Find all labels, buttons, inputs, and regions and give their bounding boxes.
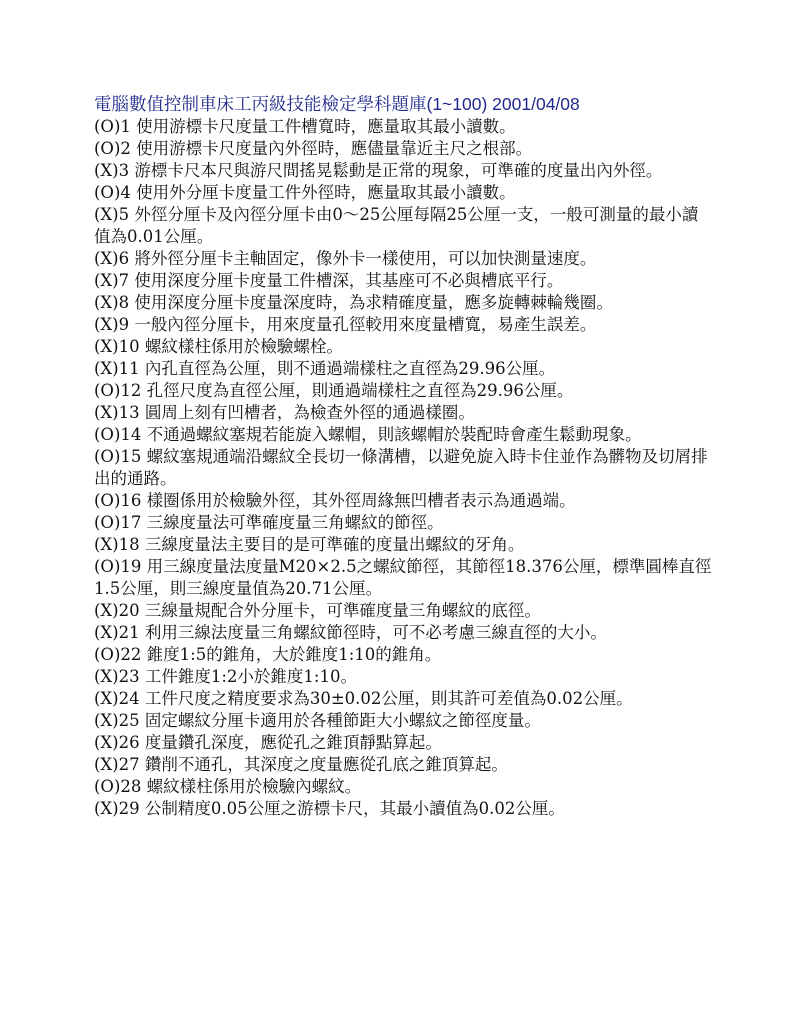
- question-item: (O)12 孔徑尺度為直徑公厘，則通過端樣柱之直徑為29.96公厘。: [94, 381, 574, 400]
- question-item: (X)27 鑽削不通孔，其深度之度量應從孔底之錐頂算起。: [94, 755, 508, 774]
- question-item: (X)6 將外徑分厘卡主軸固定，像外卡一樣使用，可以加快測量速度。: [94, 249, 597, 268]
- question-item: (O)16 樣圈係用於檢驗外徑，其外徑周緣無凹槽者表示為通過端。: [94, 491, 576, 510]
- question-list: [94, 116, 714, 820]
- question-item: (X)20 三線量規配合外分厘卡，可準確度量三角螺紋的底徑。: [94, 601, 541, 620]
- question-item: (O)14 不通過螺紋塞規若能旋入螺帽，則該螺帽於裝配時會產生鬆動現象。: [94, 425, 642, 444]
- question-item: (X)29 公制精度0.05公厘之游標卡尺，其最小讀值為0.02公厘。: [94, 799, 565, 818]
- question-item: (X)26 度量鑽孔深度，應從孔之錐頂靜點算起。: [94, 733, 442, 752]
- question-item: (X)5 外徑分厘卡及內徑分厘卡由0～25公厘每隔25公厘一支，一般可測量的最小讀值為0.01公厘。: [94, 205, 699, 246]
- question-item: (X)3 游標卡尺本尺與游尺間搖晃鬆動是正常的現象，可準確的度量出內外徑。: [94, 161, 663, 180]
- question-item: (X)18 三線度量法主要目的是可準確的度量出螺紋的牙角。: [94, 535, 525, 554]
- question-item: (O)17 三線度量法可準確度量三角螺紋的節徑。: [94, 513, 444, 532]
- question-item: (X)9 一般內徑分厘卡，用來度量孔徑較用來度量槽寬，易產生誤差。: [94, 315, 597, 334]
- question-item: (O)15 螺紋塞規通端沿螺紋全長切一條溝槽，以避免旋入時卡住並作為髒物及切屑排出的通路。: [94, 447, 708, 488]
- question-item: (X)13 圓周上刻有凹槽者，為檢查外徑的通過樣圈。: [94, 403, 475, 422]
- question-item: (X)11 內孔直徑為公厘，則不通過端樣柱之直徑為29.96公厘。: [94, 359, 556, 378]
- question-item: (O)2 使用游標卡尺度量內外徑時，應儘量靠近主尺之根部。: [94, 139, 533, 158]
- question-item: (O)22 錐度1:5的錐角，大於錐度1:10的錐角。: [94, 645, 442, 664]
- question-item: (X)24 工件尺度之精度要求為30±0.02公厘，則其許可差值為0.02公厘。: [94, 689, 633, 708]
- question-item: (X)21 利用三線法度量三角螺紋節徑時，可不必考慮三線直徑的大小。: [94, 623, 607, 642]
- question-item: (X)8 使用深度分厘卡度量深度時，為求精確度量，應多旋轉棘輪幾圈。: [94, 293, 613, 312]
- question-item: (X)7 使用深度分厘卡度量工件槽深，其基座可不必與槽底平行。: [94, 271, 564, 290]
- question-item: (O)19 用三線度量法度量M20×2.5之螺紋節徑，其節徑18.376公厘，標準圓棒直徑1.5公厘，則三線度量值為20.71公厘。: [94, 557, 712, 598]
- question-item: (O)4 使用外分厘卡度量工件外徑時，應量取其最小讀數。: [94, 183, 516, 202]
- question-item: (X)23 工件錐度1:2小於錐度1:10。: [94, 667, 357, 686]
- document-page: [94, 93, 714, 820]
- question-item: (X)10 螺紋樣柱係用於檢驗螺栓。: [94, 337, 343, 356]
- question-item: (O)1 使用游標卡尺度量工件槽寬時，應量取其最小讀數。: [94, 117, 516, 136]
- question-item: (O)28 螺紋樣柱係用於檢驗內螺紋。: [94, 777, 362, 796]
- question-item: (X)25 固定螺紋分厘卡適用於各種節距大小螺紋之節徑度量。: [94, 711, 541, 730]
- document-title: 電腦數值控制車床工丙級技能檢定學科題庫(1~100) 2001/04/08: [94, 94, 580, 114]
